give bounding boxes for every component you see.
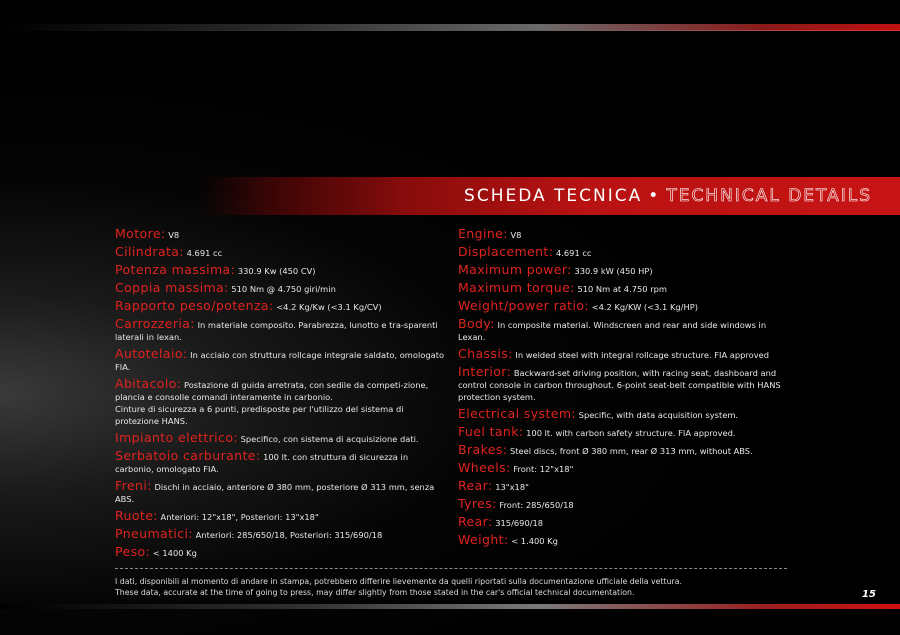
spec-value-extra: Cinture di sicurezza a 6 punti, predisposte per l'utilizzo del sistema di protezione HANS. xyxy=(115,404,404,426)
italian-spec-column xyxy=(115,228,445,564)
spec-label: Maximum power: xyxy=(458,262,572,277)
spec-row xyxy=(115,228,445,241)
spec-label: Impianto elettrico: xyxy=(115,430,238,445)
spec-row xyxy=(458,348,788,361)
spec-value: Front: 285/650/18 xyxy=(499,500,574,510)
spec-row xyxy=(458,366,788,403)
spec-label: Maximum torque: xyxy=(458,280,575,295)
spec-value: <4.2 Kg/KW (<3.1 Kg/HP) xyxy=(591,302,698,312)
spec-value: 510 Nm @ 4.750 giri/min xyxy=(231,284,336,294)
spec-value: < 1.400 Kg xyxy=(511,536,558,546)
spec-row xyxy=(115,318,445,343)
spec-row xyxy=(458,408,788,421)
spec-row xyxy=(458,228,788,241)
spec-value: 330.9 Kw (450 CV) xyxy=(237,266,316,276)
spec-row xyxy=(458,498,788,511)
top-divider xyxy=(0,24,900,31)
spec-value: < 1400 Kg xyxy=(152,548,197,558)
spec-value: Postazione di guida arretrata, con sedile da competi-zione, plancia e consolle comandi interamente in carbonio. xyxy=(115,380,429,402)
spec-label: Body: xyxy=(458,316,495,331)
spec-label: Autotelaio: xyxy=(115,346,188,361)
spec-row xyxy=(458,318,788,343)
spec-value: Dischi in acciaio, anteriore Ø 380 mm, posteriore Ø 313 mm, senza ABS. xyxy=(115,482,435,504)
spec-value: In acciaio con struttura rollcage integrale saldato, omologato FIA. xyxy=(115,350,445,372)
spec-row xyxy=(458,282,788,295)
spec-row xyxy=(115,300,445,313)
spec-row xyxy=(115,246,445,259)
spec-row xyxy=(458,480,788,493)
spec-value: Backward-set driving position, with racing seat, dashboard and control console in carbon throughout. 6-point seat-belt compatible with HANS protection system. xyxy=(458,368,781,402)
spec-label: Rear: xyxy=(458,478,493,493)
spec-label: Peso: xyxy=(115,544,151,559)
spec-value: In materiale composito. Parabrezza, lunotto e tra-sparenti laterali in lexan. xyxy=(115,320,438,342)
spec-value: 13"x18" xyxy=(495,482,529,492)
spec-label: Displacement: xyxy=(458,244,554,259)
spec-row xyxy=(458,516,788,529)
spec-row xyxy=(115,282,445,295)
spec-value: 4.691 cc xyxy=(186,248,223,258)
spec-value: 100 lt. con struttura di sicurezza in carbonio, omologato FIA. xyxy=(115,452,409,474)
spec-value: 315/690/18 xyxy=(495,518,544,528)
title-banner xyxy=(200,177,900,215)
spec-value: Specific, with data acquisition system. xyxy=(578,410,739,420)
spec-value: 330.9 kW (450 HP) xyxy=(574,266,653,276)
spec-value: In welded steel with integral rollcage structure. FIA approved xyxy=(515,350,770,360)
spec-label: Motore: xyxy=(115,226,166,241)
spec-label: Weight: xyxy=(458,532,509,547)
page-number: 15 xyxy=(862,589,876,600)
spec-row xyxy=(458,264,788,277)
spec-label: Interior: xyxy=(458,364,512,379)
spec-row xyxy=(458,426,788,439)
banner-title-en: TECHNICAL DETAILS xyxy=(666,186,872,206)
spec-label: Coppia massima: xyxy=(115,280,229,295)
spec-value: Anteriori: 12"x18", Posteriori: 13"x18" xyxy=(160,512,319,522)
spec-row xyxy=(115,348,445,373)
footnote-it: I dati, disponibili al momento di andare in stampa, potrebbero differire lievemente da quelli riportati sulla documentazione ufficiale della vettura. xyxy=(115,577,682,586)
spec-value: Anteriori: 285/650/18, Posteriori: 315/690/18 xyxy=(195,530,383,540)
spec-label: Pneumatici: xyxy=(115,526,194,541)
spec-row xyxy=(115,264,445,277)
spec-label: Freni: xyxy=(115,478,152,493)
spec-row xyxy=(458,462,788,475)
spec-label: Serbatoio carburante: xyxy=(115,448,261,463)
spec-value: Steel discs, front Ø 380 mm, rear Ø 313 mm, without ABS. xyxy=(510,446,753,456)
spec-row xyxy=(458,300,788,313)
spec-value: V8 xyxy=(168,230,180,240)
english-spec-column xyxy=(458,228,788,552)
spec-row xyxy=(115,480,445,505)
footnote xyxy=(115,576,682,598)
spec-value: 510 Nm at 4.750 rpm xyxy=(577,284,667,294)
spec-row xyxy=(115,546,445,559)
spec-label: Potenza massima: xyxy=(115,262,236,277)
spec-label: Ruote: xyxy=(115,508,158,523)
spec-label: Electrical system: xyxy=(458,406,577,421)
spec-label: Engine: xyxy=(458,226,508,241)
spec-label: Tyres: xyxy=(458,496,497,511)
spec-value: 100 lt. with carbon safety structure. FIA approved. xyxy=(526,428,736,438)
spec-value: V8 xyxy=(510,230,522,240)
spec-label: Wheels: xyxy=(458,460,511,475)
spec-label: Abitacolo: xyxy=(115,376,182,391)
spec-label: Rear: xyxy=(458,514,493,529)
spec-row xyxy=(115,378,445,427)
spec-label: Carrozzeria: xyxy=(115,316,195,331)
spec-label: Brakes: xyxy=(458,442,508,457)
spec-row xyxy=(458,534,788,547)
spec-label: Fuel tank: xyxy=(458,424,524,439)
banner-separator: • xyxy=(648,186,661,206)
spec-value: 4.691 cc xyxy=(555,248,592,258)
spec-label: Rapporto peso/potenza: xyxy=(115,298,274,313)
spec-value: Specifico, con sistema di acquisizione dati. xyxy=(240,434,419,444)
bottom-divider xyxy=(0,604,900,609)
spec-value: In composite material. Windscreen and rear and side windows in Lexan. xyxy=(458,320,767,342)
spec-row xyxy=(458,444,788,457)
spec-row xyxy=(115,510,445,523)
banner-title-it: SCHEDA TECNICA xyxy=(464,186,643,206)
spec-value: <4.2 Kg/Kw (<3.1 Kg/CV) xyxy=(276,302,382,312)
footnote-en: These data, accurate at the time of going to press, may differ slightly from those stated in the car's official technical documentation. xyxy=(115,588,635,597)
spec-row xyxy=(115,450,445,475)
spec-row xyxy=(458,246,788,259)
spec-label: Weight/power ratio: xyxy=(458,298,590,313)
spec-row xyxy=(115,528,445,541)
dashed-divider xyxy=(115,568,787,569)
banner-title xyxy=(464,186,872,206)
spec-label: Chassis: xyxy=(458,346,513,361)
spec-value: Front: 12"x18" xyxy=(513,464,574,474)
spec-row xyxy=(115,432,445,445)
spec-label: Cilindrata: xyxy=(115,244,184,259)
